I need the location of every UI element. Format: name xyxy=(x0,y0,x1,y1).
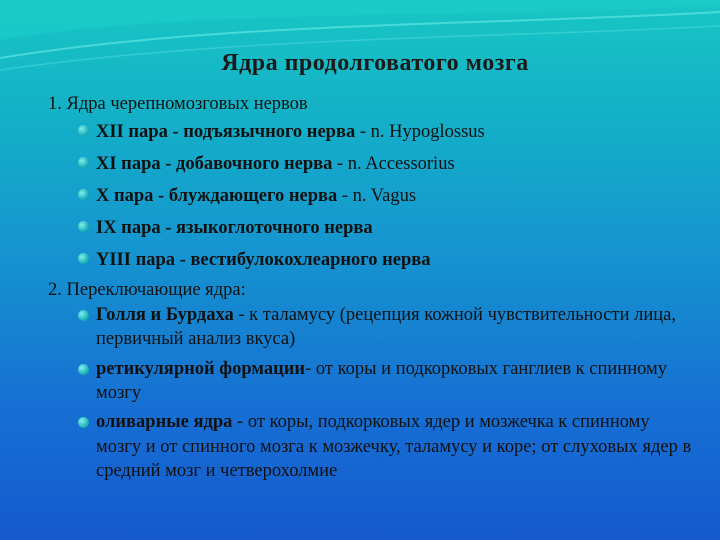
list-item: XII пара - подъязычного нерва - n. Hypoglossus xyxy=(48,116,698,148)
section-2-heading: 2. Переключающие ядра: xyxy=(48,280,246,301)
bullet-icon xyxy=(78,221,89,232)
list-item: YIII пара - вестибулокохлеарного нерва xyxy=(48,244,698,276)
list-item: Голля и Бурдаха - к таламусу (рецепция кожной чувствительности лица, первичный анализ вкуса) xyxy=(48,303,698,352)
bullet-icon xyxy=(78,253,89,264)
slide-title: Ядра продолговатого мозга xyxy=(221,50,529,76)
bullet-icon xyxy=(78,310,89,321)
section-2-list xyxy=(48,303,698,484)
list-item: ретикулярной формации- от коры и подкорковых ганглиев к спинному мозгу xyxy=(48,357,698,406)
bullet-icon xyxy=(78,364,89,375)
bullet-icon xyxy=(78,189,89,200)
list-item: IX пара - языкоглоточного нерва xyxy=(48,212,698,244)
section-1-list xyxy=(48,116,698,276)
list-item: X пара - блуждающего нерва - n. Vagus xyxy=(48,180,698,212)
slide-content xyxy=(48,92,698,489)
list-item: XI пара - добавочного нерва - n. Accessorius xyxy=(48,148,698,180)
bullet-icon xyxy=(78,125,89,136)
bullet-icon xyxy=(78,417,89,428)
list-item: оливарные ядра - от коры, подкорковых ядер и мозжечка к спинному мозгу и от спинного мозга к мозжечку, таламусу и коре; от слуховых ядер в средний мозг и четверохолмие xyxy=(48,410,698,483)
section-1-heading: 1. Ядра черепномозговых нервов xyxy=(48,94,308,114)
bullet-icon xyxy=(78,157,89,168)
